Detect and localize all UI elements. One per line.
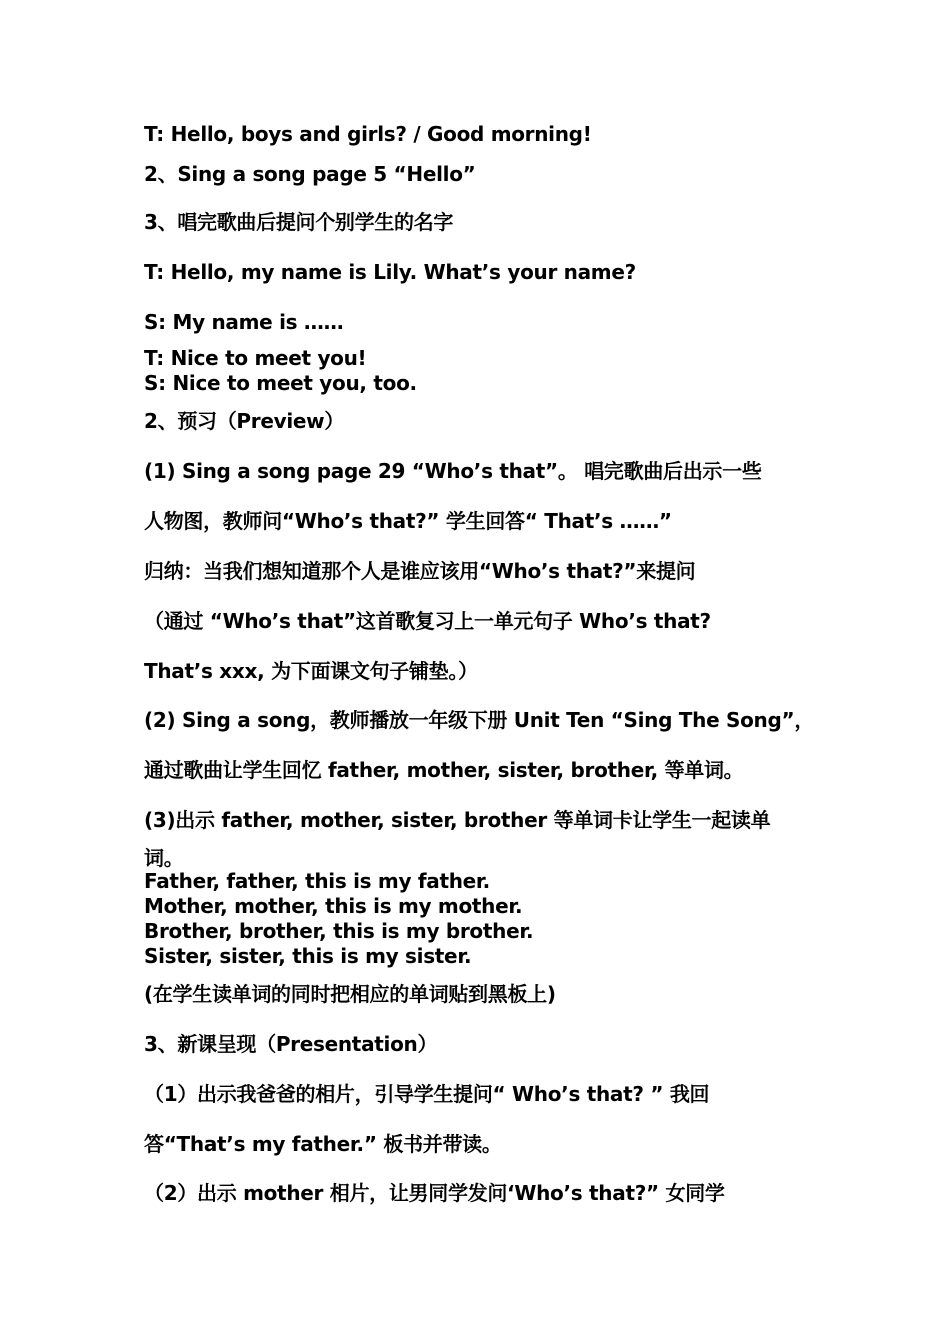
preview-step-3-line-1: (3)出示 father, mother, sister, brother 等单词卡让学生一起读单 (144, 808, 771, 832)
presentation-heading: 3、新课呈现（Presentation） (144, 1032, 438, 1056)
preview-step-1-line-2: 人物图，教师问“Who’s that?” 学生回答“ That’s ……” (144, 509, 672, 533)
ask-names-line: 3、唱完歌曲后提问个别学生的名字 (144, 210, 454, 234)
presentation-step-1-line-1: （1）出示我爸爸的相片，引导学生提问“ Who’s that? ” 我回 (144, 1082, 710, 1106)
student-name-answer: S: My name is …… (144, 310, 344, 334)
chant-brother: Brother, brother, this is my brother. (144, 919, 534, 943)
preview-summary-line-1: 归纳：当我们想知道那个人是谁应该用“Who’s that?”来提问 (144, 559, 696, 583)
preview-step-2-line-1: (2) Sing a song，教师播放一年级下册 Unit Ten “Sing The Song”， (144, 708, 815, 732)
greeting-line: T: Hello, boys and girls? / Good morning! (144, 122, 592, 146)
preview-step-1-line-1: (1) Sing a song page 29 “Who’s that”。 唱完歌曲后出示一些 (144, 459, 762, 483)
preview-step-3-line-2: 词。 (144, 846, 184, 870)
chant-sister: Sister, sister, this is my sister. (144, 944, 472, 968)
student-nice-to-meet: S: Nice to meet you, too. (144, 371, 417, 395)
chant-mother: Mother, mother, this is my mother. (144, 894, 523, 918)
preview-step-2-line-2: 通过歌曲让学生回忆 father, mother, sister, brother, 等单词。 (144, 758, 744, 782)
preview-heading: 2、预习（Preview） (144, 409, 345, 433)
song-hello-line: 2、Sing a song page 5 “Hello” (144, 162, 476, 186)
teacher-name-question: T: Hello, my name is Lily. What’s your name? (144, 260, 636, 284)
blackboard-note: (在学生读单词的同时把相应的单词贴到黑板上) (144, 982, 556, 1006)
chant-father: Father, father, this is my father. (144, 869, 490, 893)
teacher-nice-to-meet: T: Nice to meet you! (144, 346, 367, 370)
preview-summary-line-3: That’s xxx, 为下面课文句子铺垫。） (144, 659, 478, 683)
preview-summary-line-2: （通过 “Who’s that”这首歌复习上一单元句子 Who’s that? (144, 609, 711, 633)
presentation-step-2-line-1: （2）出示 mother 相片，让男同学发问‘Who’s that?” 女同学 (144, 1181, 725, 1205)
presentation-step-1-line-2: 答“That’s my father.” 板书并带读。 (144, 1132, 502, 1156)
